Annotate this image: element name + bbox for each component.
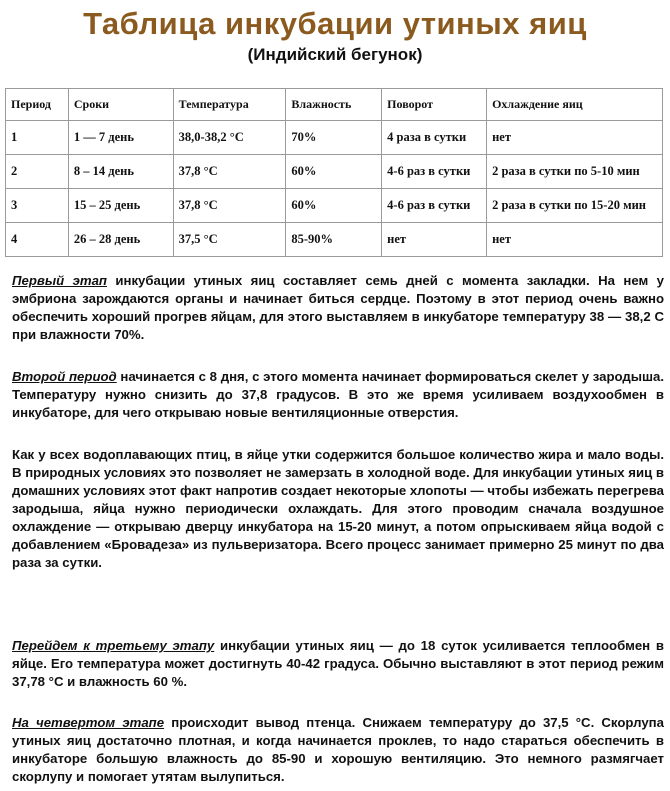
cell-temperature: 37,8 °С	[173, 189, 286, 223]
paragraph-lead: Перейдем к третьему этапу	[12, 638, 215, 653]
paragraph-stage-4	[12, 714, 664, 786]
paragraph-lead: Первый этап	[12, 273, 107, 288]
paragraph-stage-2	[12, 368, 664, 422]
cell-dates: 1 — 7 день	[68, 121, 173, 155]
paragraph-lead: На четвертом этапе	[12, 715, 165, 730]
cell-temperature: 37,8 °С	[173, 155, 286, 189]
paragraph-cooling	[12, 446, 664, 572]
cell-cooling: нет	[487, 223, 663, 257]
cell-cooling: 2 раза в сутки по 15-20 мин	[487, 189, 663, 223]
paragraph-body: начинается с 8 дня, с этого момента начинает формироваться скелет у зародыша. Температуру нужно снизить до 37,8 градусов. В это же время усиливаем воздухообмен в инкубаторе, для чего открываю новые вентиляционные отверстия.	[12, 369, 665, 420]
cell-dates: 15 – 25 день	[68, 189, 173, 223]
cell-turning: 4-6 раз в сутки	[382, 155, 487, 189]
paragraph-lead: Второй период	[12, 369, 117, 384]
header-cooling: Охлаждение яиц	[487, 89, 663, 121]
header-humidity: Влажность	[286, 89, 382, 121]
cell-humidity: 60%	[286, 155, 382, 189]
paragraph-body: Как у всех водоплавающих птиц, в яйце утки содержится большое количество жира и мало воды. В природных условиях это позволяет не замерзать в холодной воде. Для инкубации утиных яиц в домашних условиях этот факт напротив создает некоторые хлопоты — чтобы избежать перегрева зародыша, яйца нужно периодически охлаждать. Для этого проводим сначала воздушное охлаждение — открываю дверцу инкубатора на 15-20 минут, а потом опрыскиваем яйца водой с добавлением «Бровадеза» из пульверизатора. Всего процесс занимает примерно 25 минут по два раза за сутки.	[12, 447, 664, 570]
cell-humidity: 70%	[286, 121, 382, 155]
table-row	[6, 223, 663, 257]
cell-turning: 4-6 раз в сутки	[382, 189, 487, 223]
cell-period: 4	[6, 223, 69, 257]
incubation-table	[5, 88, 663, 257]
header-turning: Поворот	[382, 89, 487, 121]
paragraph-body: происходит вывод птенца. Снижаем температуру до 37,5 °С. Скорлупа утиных яиц достаточно плотная, и когда начинается проклев, то надо стараться обеспечить в инкубаторе большую влажность до 85-90 и хорошую вентиляцию. Это немного размягчает скорлупу и помогает утятам вылупиться.	[12, 715, 664, 784]
cell-period: 3	[6, 189, 69, 223]
cell-cooling: нет	[487, 121, 663, 155]
cell-turning: нет	[382, 223, 487, 257]
cell-temperature: 38,0-38,2 °С	[173, 121, 286, 155]
table-row	[6, 121, 663, 155]
cell-turning: 4 раза в сутки	[382, 121, 487, 155]
paragraph-stage-1	[12, 272, 664, 344]
paragraph-stage-3	[12, 637, 664, 691]
table-row	[6, 189, 663, 223]
header-period: Период	[6, 89, 69, 121]
paragraph-body: инкубации утиных яиц — до 18 суток усиливается теплообмен в яйце. Его температура может достигнуть 40-42 градуса. Обычно выставляют в этот период режим 37,78 °С и влажность 60 %.	[12, 638, 664, 689]
cell-dates: 8 – 14 день	[68, 155, 173, 189]
cell-period: 1	[6, 121, 69, 155]
cell-temperature: 37,5 °С	[173, 223, 286, 257]
cell-humidity: 60%	[286, 189, 382, 223]
cell-period: 2	[6, 155, 69, 189]
cell-humidity: 85-90%	[286, 223, 382, 257]
cell-dates: 26 – 28 день	[68, 223, 173, 257]
page-title: Таблица инкубации утиных яиц	[83, 6, 587, 41]
table-header-row	[6, 89, 663, 121]
header-temperature: Температура	[173, 89, 286, 121]
header-dates: Сроки	[68, 89, 173, 121]
paragraph-body: инкубации утиных яиц составляет семь дней с момента закладки. На нем у эмбриона зарождаются органы и начинает биться сердце. Поэтому в этот период очень важно обеспечить хороший прогрев яйцам, для этого выставляем в инкубаторе температуру 38 — 38,2 С при влажности 70%.	[12, 273, 664, 342]
page-subtitle: (Индийский бегунок)	[247, 45, 423, 64]
cell-cooling: 2 раза в сутки по 5-10 мин	[487, 155, 663, 189]
table-row	[6, 155, 663, 189]
